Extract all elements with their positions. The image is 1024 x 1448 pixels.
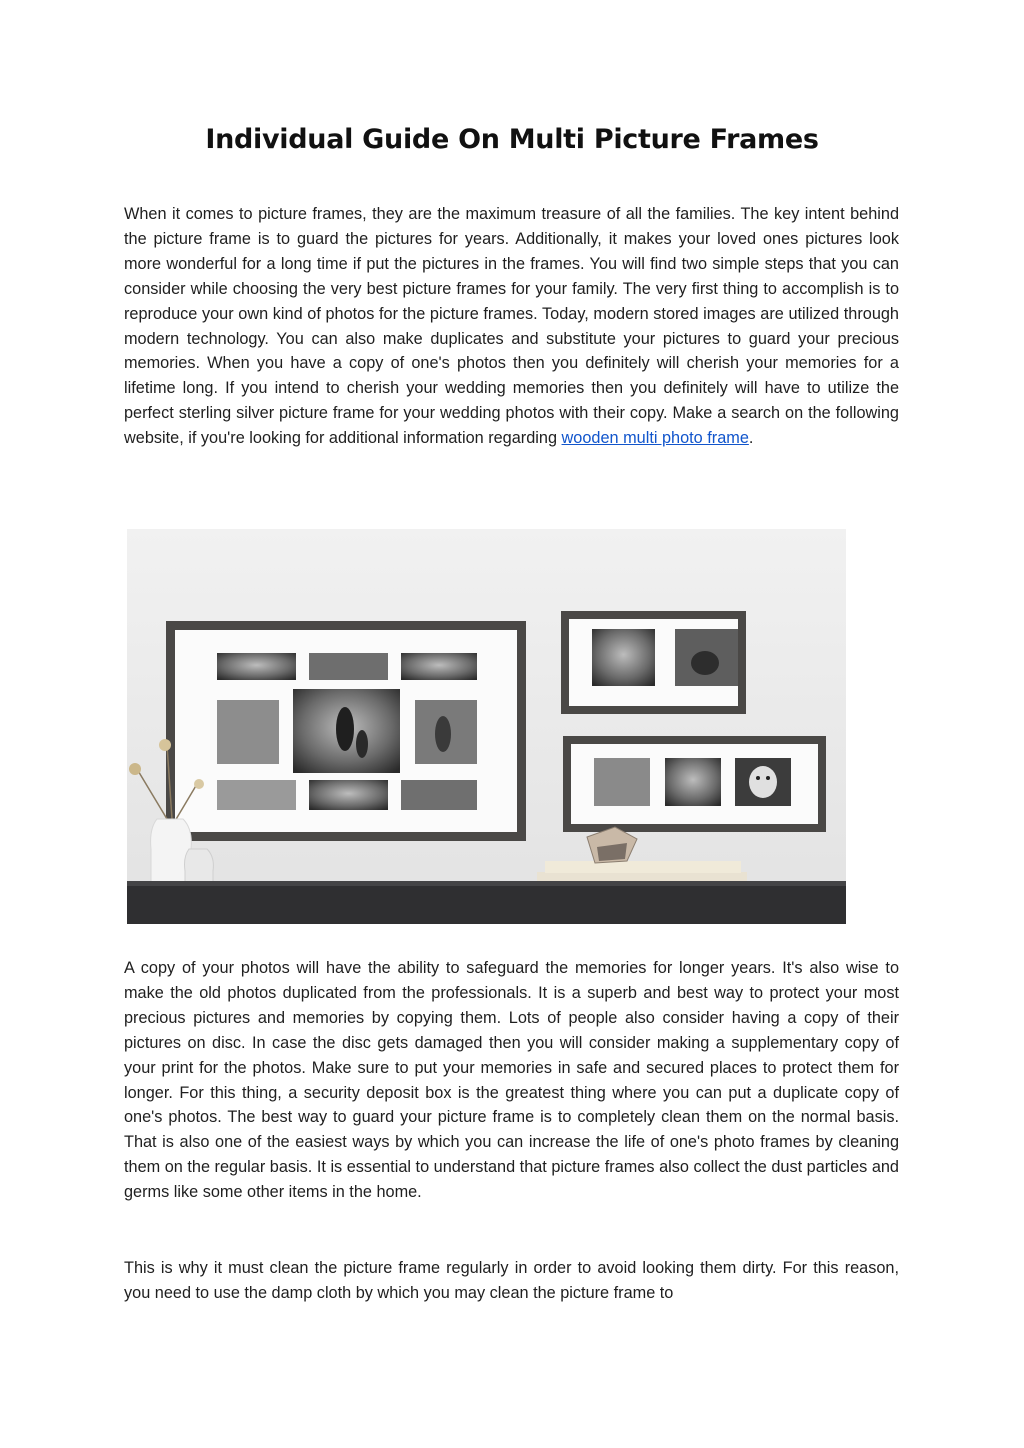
wooden-multi-photo-frame-link[interactable]: wooden multi photo frame (561, 429, 749, 448)
small-top-frame (561, 611, 746, 714)
intro-text: When it comes to picture frames, they are the maximum treasure of all the families. The key intent behind the picture frame is to guard the pictures for years. Additionally, it makes your loved ones pictures look more wonderful for a long time if put the pictures in the frames. You will find two simple steps that you can consider while choosing the very best picture frames for your family. The very first thing to accomplish is to reproduce your own kind of photos for the picture frames. Today, modern stored images are utilized through modern technology. You can also make duplicates and substitute your pictures to guard your precious memories. When you have a copy of one's photos then you definitely will cherish your memories for a lifetime long. If you intend to cherish your wedding memories then you definitely will have to utilize the perfect sterling silver picture frame for your wedding photos with their copy. Make a search on the following website, if you're looking for additional information regarding (124, 205, 899, 448)
multi-frame-wall-photo (127, 529, 846, 924)
large-frame (166, 621, 526, 841)
cleaning-paragraph: This is why it must clean the picture frame regularly in order to avoid looking them dirty. For this reason, you need to use the damp cloth by which you may clean the picture frame to (124, 1259, 899, 1302)
link-suffix: . (748, 429, 754, 448)
copy-photos-paragraph: A copy of your photos will have the ability to safeguard the memories for longer years. It's also wise to make the old photos duplicated from the professionals. It is a superb and best way to protect your most precious pictures and memories by copying them. Lots of people also consider having a copy of their pictures on disc. In case the disc gets damaged then you will consider making a supplementary copy of your print for the photos. Make sure to put your memories in safe and secured places to protect them for longer. For this thing, a security deposit box is the greatest thing where you can put a duplicate copy of one's photos. The best way to guard your picture frame is to completely clean them on the normal basis. That is also one of the easiest ways by which you can increase the life of one's photo frames by cleaning them on the regular basis. It is essential to understand that picture frames also collect the dust particles and germs like some other items in the home. (124, 959, 899, 1202)
shelf (127, 881, 846, 924)
intro-paragraph (124, 202, 899, 451)
page-title: Individual Guide On Multi Picture Frames (205, 124, 819, 155)
small-bottom-frame (563, 736, 826, 832)
